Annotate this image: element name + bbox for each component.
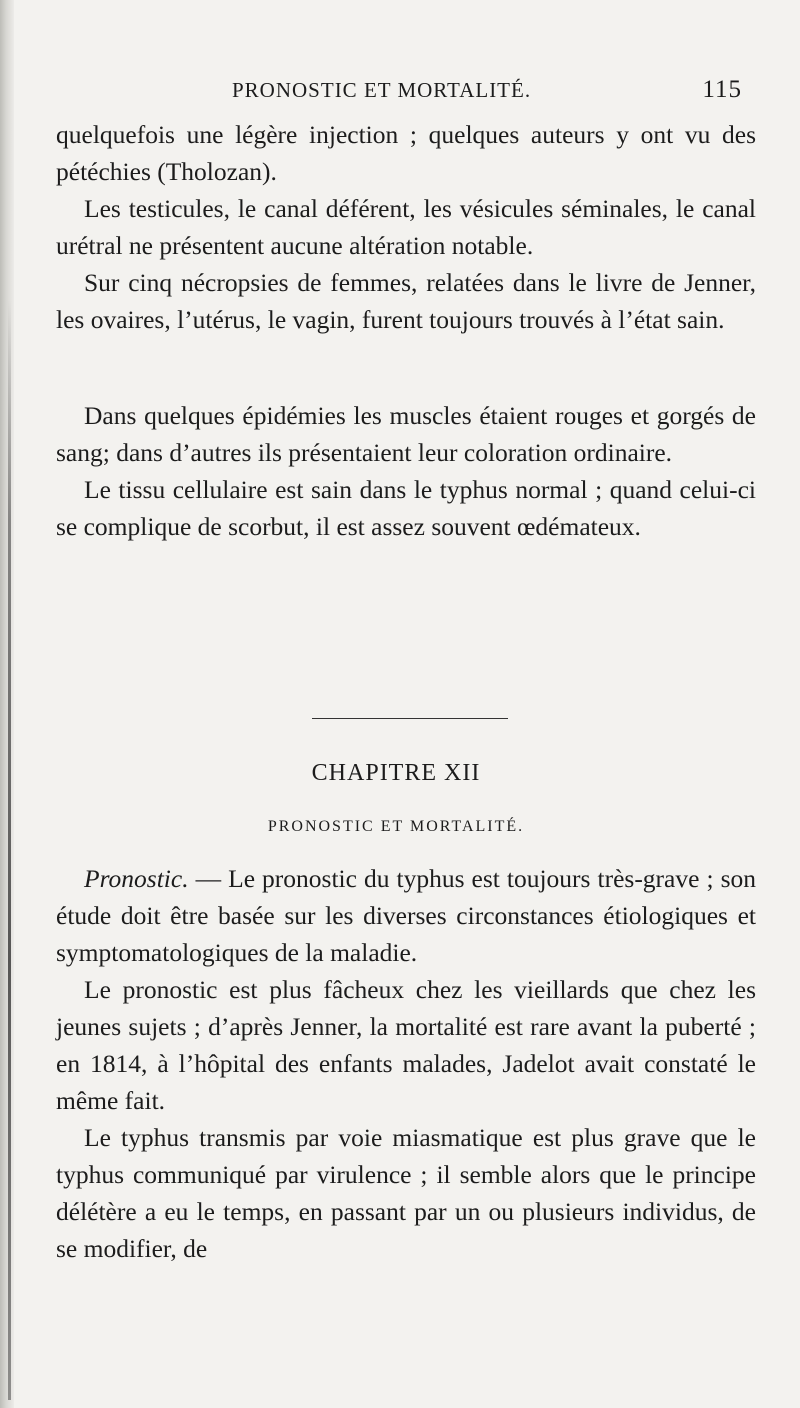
paragraph: quelquefois une légère injection ; quelques auteurs y ont vu des pétéchies (Tholozan).	[56, 120, 756, 186]
running-header	[56, 78, 772, 108]
running-title: PRONOSTIC ET MORTALITÉ.	[232, 78, 532, 102]
paragraph: Le pronostic est plus fâcheux chez les vieillards que chez les jeunes sujets ; d’après Jenner, la mortalité est rare avant la puberté ; en 1814, à l’hôpital des enfants malades, Jadelot avait constaté le même fait.	[56, 975, 756, 1115]
section-divider	[312, 718, 508, 719]
chapter-title: CHAPITRE XII	[311, 760, 481, 786]
paragraph: Sur cinq nécropsies de femmes, relatées dans le livre de Jenner, les ovaires, l’utérus, le vagin, furent toujours trouvés à l’état sain.	[56, 268, 756, 334]
paragraph-pronostic	[56, 860, 756, 971]
paragraph: Le typhus transmis par voie miasmatique est plus grave que le typhus communiqué par virulence ; il semble alors que le principe délétère a eu le temps, en passant par un ou plusieurs individus, de se modifier, de	[56, 1123, 756, 1263]
section-lead-text: — Le pronostic du typhus est toujours très-grave ; son étude doit être basée sur les diverses circonstances étiologiques et symptomatologiques de la maladie.	[56, 864, 756, 967]
paragraph-group-middle	[56, 397, 756, 545]
binding-shadow	[8, 300, 11, 1400]
section-lead-italic: Pronostic.	[84, 864, 189, 893]
paragraph: Le tissu cellulaire est sain dans le typhus normal ; quand celui-ci se complique de scorbut, il est assez souvent œdémateux.	[56, 475, 756, 541]
chapter-subtitle: PRONOSTIC ET MORTALITÉ.	[267, 818, 525, 835]
paragraph-group-top	[56, 116, 756, 338]
page-number: 115	[702, 76, 742, 103]
binding-edge	[0, 0, 14, 1408]
paragraph: Dans quelques épidémies les muscles étaient rouges et gorgés de sang; dans d’autres ils présentaient leur coloration ordinaire.	[56, 401, 756, 467]
paragraph-group-chapter	[56, 860, 756, 1267]
paragraph: Les testicules, le canal déférent, les vésicules séminales, le canal urétral ne présentent aucune altération notable.	[56, 194, 756, 260]
